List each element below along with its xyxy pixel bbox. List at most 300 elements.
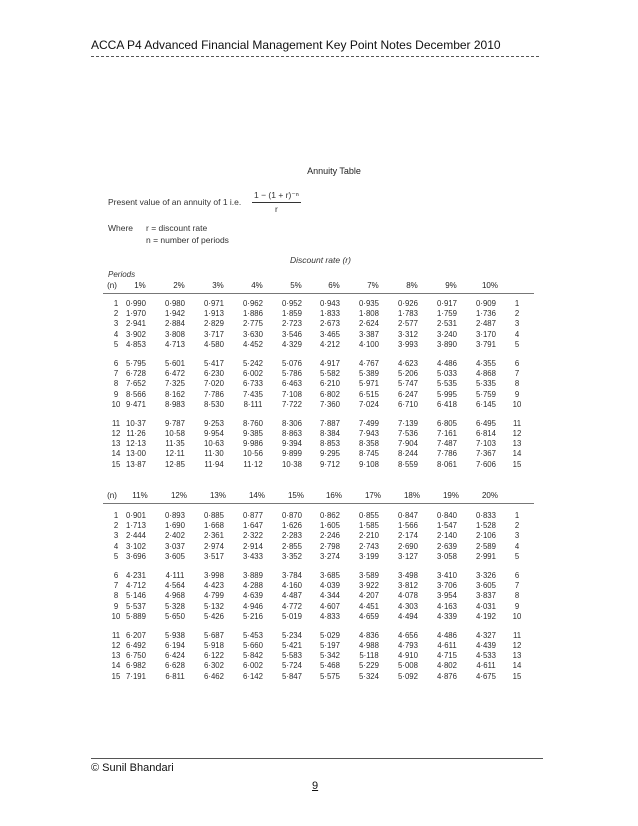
factor-cell: 11·30 bbox=[204, 449, 224, 459]
factor-cell: 3·717 bbox=[204, 329, 224, 339]
document-header: ACCA P4 Advanced Financial Management Key Point Notes December 2010 bbox=[91, 38, 501, 52]
factor-cell: 6·802 bbox=[320, 389, 340, 399]
factor-cell: 0·877 bbox=[243, 511, 263, 520]
factor-cell: 2·639 bbox=[437, 541, 457, 551]
factor-cell: 5·426 bbox=[204, 611, 224, 621]
factor-cell: 1·585 bbox=[359, 521, 379, 531]
period-cell: 5 bbox=[113, 551, 119, 561]
period-cell: 6 bbox=[113, 570, 119, 580]
factor-cell: 2·723 bbox=[282, 319, 302, 329]
factor-cell: 2·140 bbox=[437, 531, 457, 541]
where-label: Where bbox=[108, 223, 134, 233]
factor-cell: 3·784 bbox=[282, 570, 302, 580]
factor-cell: 5·092 bbox=[398, 671, 418, 681]
factor-cell: 4·078 bbox=[398, 591, 418, 601]
table-row bbox=[103, 330, 535, 340]
factor-cell: 4·793 bbox=[398, 641, 418, 651]
page-number: 9 bbox=[312, 780, 319, 792]
factor-cell: 7·024 bbox=[359, 399, 379, 409]
factor-cell: 3·127 bbox=[398, 551, 418, 561]
factor-cell: 8·853 bbox=[320, 439, 340, 449]
period-cell: 14 bbox=[512, 661, 522, 671]
period-cell: 7 bbox=[514, 581, 520, 591]
factor-cell: 3·998 bbox=[204, 570, 224, 580]
factor-cell: 7·786 bbox=[437, 449, 457, 459]
factor-cell: 13·00 bbox=[126, 449, 146, 459]
factor-cell: 4·876 bbox=[437, 671, 457, 681]
period-cell: 4 bbox=[113, 329, 119, 339]
factor-cell: 2·361 bbox=[204, 531, 224, 541]
factor-cell: 3·102 bbox=[126, 541, 146, 551]
factor-cell: 2·775 bbox=[243, 319, 263, 329]
factor-cell: 4·163 bbox=[437, 601, 457, 611]
period-cell: 13 bbox=[111, 651, 121, 661]
factor-cell: 4·868 bbox=[476, 369, 496, 379]
factor-cell: 13·87 bbox=[126, 459, 146, 469]
rate-header: 18% bbox=[403, 491, 420, 500]
n-header: (n) bbox=[107, 491, 117, 500]
factor-cell: 6·210 bbox=[320, 379, 340, 389]
factor-cell: 7·103 bbox=[476, 439, 496, 449]
factor-cell: 6·002 bbox=[243, 661, 263, 671]
factor-cell: 0·990 bbox=[126, 299, 146, 308]
table-row bbox=[103, 602, 535, 612]
factor-cell: 9·986 bbox=[243, 439, 263, 449]
table-row bbox=[103, 542, 535, 552]
factor-cell: 4·231 bbox=[126, 570, 146, 580]
table-row bbox=[103, 390, 535, 400]
factor-cell: 2·855 bbox=[282, 541, 302, 551]
factor-cell: 5·335 bbox=[476, 379, 496, 389]
factor-cell: 1·690 bbox=[165, 521, 185, 531]
table-row bbox=[103, 429, 535, 439]
factor-cell: 5·747 bbox=[398, 379, 418, 389]
factor-cell: 1·566 bbox=[398, 521, 418, 531]
factor-cell: 6·728 bbox=[126, 369, 146, 379]
period-cell: 11 bbox=[111, 630, 121, 640]
factor-cell: 5·535 bbox=[437, 379, 457, 389]
factor-cell: 7·652 bbox=[126, 379, 146, 389]
factor-cell: 2·690 bbox=[398, 541, 418, 551]
period-cell: 5 bbox=[514, 551, 520, 561]
factor-cell: 0·935 bbox=[359, 299, 379, 308]
factor-cell: 4·946 bbox=[243, 601, 263, 611]
factor-cell: 5·132 bbox=[204, 601, 224, 611]
period-cell: 2 bbox=[113, 521, 119, 531]
factor-cell: 8·244 bbox=[398, 449, 418, 459]
period-cell: 3 bbox=[113, 319, 119, 329]
table2-rule bbox=[103, 503, 534, 504]
factor-cell: 4·160 bbox=[282, 581, 302, 591]
period-cell: 6 bbox=[113, 358, 119, 368]
factor-cell: 4·713 bbox=[165, 339, 185, 349]
period-cell: 1 bbox=[113, 299, 119, 308]
factor-cell: 7·367 bbox=[476, 449, 496, 459]
factor-cell: 4·910 bbox=[398, 651, 418, 661]
factor-cell: 2·444 bbox=[126, 531, 146, 541]
factor-cell: 6·002 bbox=[243, 369, 263, 379]
factor-cell: 4·212 bbox=[320, 339, 340, 349]
factor-cell: 5·971 bbox=[359, 379, 379, 389]
factor-cell: 4·767 bbox=[359, 358, 379, 368]
table-row bbox=[103, 439, 535, 449]
factor-cell: 1·626 bbox=[282, 521, 302, 531]
table-row bbox=[103, 511, 535, 521]
factor-cell: 1·859 bbox=[282, 309, 302, 319]
factor-cell: 4·564 bbox=[165, 581, 185, 591]
period-cell: 12 bbox=[111, 641, 121, 651]
rate-header: 11% bbox=[132, 491, 148, 500]
factor-cell: 5·842 bbox=[243, 651, 263, 661]
table-row bbox=[103, 641, 535, 651]
factor-cell: 5·197 bbox=[320, 641, 340, 651]
factor-cell: 5·234 bbox=[282, 630, 302, 640]
period-cell: 4 bbox=[113, 541, 119, 551]
factor-cell: 4·611 bbox=[437, 641, 457, 651]
period-cell: 2 bbox=[514, 309, 520, 319]
period-cell: 3 bbox=[113, 531, 119, 541]
factor-cell: 8·745 bbox=[359, 449, 379, 459]
factor-cell: 2·624 bbox=[359, 319, 379, 329]
factor-cell: 5·342 bbox=[320, 651, 340, 661]
period-cell: 7 bbox=[514, 369, 520, 379]
where-n: n = number of periods bbox=[146, 235, 229, 245]
factor-cell: 7·139 bbox=[398, 418, 418, 428]
factor-cell: 1·913 bbox=[204, 309, 224, 319]
period-cell: 13 bbox=[512, 651, 522, 661]
factor-cell: 8·162 bbox=[165, 389, 185, 399]
factor-cell: 4·853 bbox=[126, 339, 146, 349]
period-cell: 2 bbox=[113, 309, 119, 319]
factor-cell: 4·486 bbox=[437, 630, 457, 640]
factor-cell: 4·656 bbox=[398, 630, 418, 640]
factor-cell: 4·988 bbox=[359, 641, 379, 651]
factor-cell: 4·833 bbox=[320, 611, 340, 621]
factor-cell: 3·837 bbox=[476, 591, 496, 601]
factor-cell: 9·899 bbox=[282, 449, 302, 459]
table-row bbox=[103, 552, 535, 562]
factor-cell: 5·206 bbox=[398, 369, 418, 379]
period-cell: 15 bbox=[512, 671, 522, 681]
period-cell: 8 bbox=[514, 379, 520, 389]
formula-numerator: 1 − (1 + r)⁻ⁿ bbox=[252, 190, 301, 203]
factor-cell: 3·312 bbox=[398, 329, 418, 339]
factor-cell: 5·242 bbox=[243, 358, 263, 368]
factor-cell: 2·210 bbox=[359, 531, 379, 541]
factor-cell: 0·833 bbox=[476, 511, 496, 520]
factor-cell: 8·559 bbox=[398, 459, 418, 469]
period-cell: 14 bbox=[111, 449, 121, 459]
factor-cell: 5·033 bbox=[437, 369, 457, 379]
table-row bbox=[103, 359, 535, 369]
factor-cell: 2·106 bbox=[476, 531, 496, 541]
n-header: (n) bbox=[107, 281, 117, 290]
factor-cell: 5·389 bbox=[359, 369, 379, 379]
factor-cell: 7·191 bbox=[126, 671, 146, 681]
factor-cell: 4·452 bbox=[243, 339, 263, 349]
factor-cell: 5·019 bbox=[282, 611, 302, 621]
factor-cell: 0·901 bbox=[126, 511, 146, 520]
annuity-table-2 bbox=[103, 511, 535, 682]
rate-header: 14% bbox=[248, 491, 265, 500]
table-row bbox=[103, 369, 535, 379]
factor-cell: 2·577 bbox=[398, 319, 418, 329]
table-row bbox=[103, 419, 535, 429]
factor-cell: 4·836 bbox=[359, 630, 379, 640]
factor-cell: 4·339 bbox=[437, 611, 457, 621]
factor-cell: 5·795 bbox=[126, 358, 146, 368]
factor-cell: 1·647 bbox=[243, 521, 263, 531]
factor-cell: 9·471 bbox=[126, 399, 146, 409]
factor-cell: 3·199 bbox=[359, 551, 379, 561]
pv-description: Present value of an annuity of 1 i.e. bbox=[108, 197, 242, 207]
factor-cell: 5·583 bbox=[282, 651, 302, 661]
period-cell: 14 bbox=[512, 449, 522, 459]
factor-cell: 3·812 bbox=[398, 581, 418, 591]
rate-header: 1% bbox=[134, 281, 146, 290]
factor-cell: 3·274 bbox=[320, 551, 340, 561]
period-cell: 12 bbox=[111, 429, 121, 439]
factor-cell: 7·435 bbox=[243, 389, 263, 399]
rate-header: 4% bbox=[251, 281, 263, 290]
period-cell: 2 bbox=[514, 521, 520, 531]
factor-cell: 5·786 bbox=[282, 369, 302, 379]
factor-cell: 4·968 bbox=[165, 591, 185, 601]
factor-cell: 6·814 bbox=[476, 429, 496, 439]
factor-cell: 3·465 bbox=[320, 329, 340, 339]
factor-cell: 6·302 bbox=[204, 661, 224, 671]
factor-cell: 7·536 bbox=[398, 429, 418, 439]
period-cell: 3 bbox=[514, 319, 520, 329]
factor-cell: 5·076 bbox=[282, 358, 302, 368]
factor-cell: 2·322 bbox=[243, 531, 263, 541]
factor-cell: 4·494 bbox=[398, 611, 418, 621]
factor-cell: 3·685 bbox=[320, 570, 340, 580]
table-row bbox=[103, 651, 535, 661]
rate-header: 17% bbox=[364, 491, 381, 500]
where-block bbox=[108, 223, 229, 247]
rate-header: 13% bbox=[209, 491, 226, 500]
table-title: Annuity Table bbox=[307, 166, 361, 176]
factor-cell: 8·111 bbox=[243, 399, 263, 409]
factor-cell: 1·736 bbox=[476, 309, 496, 319]
table-row bbox=[103, 400, 535, 410]
table-row bbox=[103, 460, 535, 470]
factor-cell: 3·808 bbox=[165, 329, 185, 339]
factor-cell: 6·733 bbox=[243, 379, 263, 389]
factor-cell: 5·417 bbox=[204, 358, 224, 368]
factor-cell: 5·324 bbox=[359, 671, 379, 681]
factor-cell: 7·360 bbox=[320, 399, 340, 409]
rate-header: 5% bbox=[290, 281, 302, 290]
factor-cell: 3·993 bbox=[398, 339, 418, 349]
rate-header: 9% bbox=[445, 281, 457, 290]
factor-cell: 6·515 bbox=[359, 389, 379, 399]
factor-cell: 4·580 bbox=[204, 339, 224, 349]
factor-cell: 7·786 bbox=[204, 389, 224, 399]
factor-cell: 4·327 bbox=[476, 630, 496, 640]
factor-cell: 2·941 bbox=[126, 319, 146, 329]
table1-rule bbox=[103, 293, 534, 294]
factor-cell: 0·917 bbox=[437, 299, 457, 308]
factor-cell: 3·240 bbox=[437, 329, 457, 339]
factor-cell: 1·547 bbox=[437, 521, 457, 531]
factor-cell: 1·886 bbox=[243, 309, 263, 319]
factor-cell: 6·628 bbox=[165, 661, 185, 671]
factor-cell: 4·192 bbox=[476, 611, 496, 621]
period-cell: 15 bbox=[111, 671, 121, 681]
factor-cell: 5·029 bbox=[320, 630, 340, 640]
factor-cell: 12·13 bbox=[126, 439, 146, 449]
factor-cell: 4·607 bbox=[320, 601, 340, 611]
factor-cell: 9·954 bbox=[204, 429, 224, 439]
factor-cell: 2·991 bbox=[476, 551, 496, 561]
factor-cell: 5·660 bbox=[243, 641, 263, 651]
factor-cell: 9·253 bbox=[204, 418, 224, 428]
factor-cell: 0·943 bbox=[320, 299, 340, 308]
factor-cell: 5·575 bbox=[320, 671, 340, 681]
discount-rate-label: Discount rate (r) bbox=[290, 255, 351, 265]
factor-cell: 5·687 bbox=[204, 630, 224, 640]
factor-cell: 10·38 bbox=[282, 459, 302, 469]
factor-cell: 5·453 bbox=[243, 630, 263, 640]
period-cell: 6 bbox=[514, 358, 520, 368]
factor-cell: 5·421 bbox=[282, 641, 302, 651]
factor-cell: 4·288 bbox=[243, 581, 263, 591]
period-cell: 8 bbox=[514, 591, 520, 601]
factor-cell: 9·108 bbox=[359, 459, 379, 469]
factor-cell: 11·12 bbox=[243, 459, 263, 469]
period-cell: 8 bbox=[113, 591, 119, 601]
period-cell: 11 bbox=[512, 418, 522, 428]
table-row bbox=[103, 319, 535, 329]
factor-cell: 4·486 bbox=[437, 358, 457, 368]
factor-cell: 5·889 bbox=[126, 611, 146, 621]
factor-cell: 2·798 bbox=[320, 541, 340, 551]
factor-cell: 9·394 bbox=[282, 439, 302, 449]
factor-cell: 4·799 bbox=[204, 591, 224, 601]
factor-cell: 5·918 bbox=[204, 641, 224, 651]
factor-cell: 2·174 bbox=[398, 531, 418, 541]
table-row bbox=[103, 521, 535, 531]
period-cell: 3 bbox=[514, 531, 520, 541]
factor-cell: 2·974 bbox=[204, 541, 224, 551]
factor-cell: 11·26 bbox=[126, 429, 146, 439]
factor-cell: 1·942 bbox=[165, 309, 185, 319]
table-row bbox=[103, 631, 535, 641]
factor-cell: 7·020 bbox=[204, 379, 224, 389]
period-cell: 13 bbox=[512, 439, 522, 449]
period-cell: 13 bbox=[111, 439, 121, 449]
factor-cell: 8·306 bbox=[282, 418, 302, 428]
period-cell: 9 bbox=[514, 389, 520, 399]
factor-cell: 6·811 bbox=[165, 671, 185, 681]
factor-cell: 3·791 bbox=[476, 339, 496, 349]
rate-header: 3% bbox=[212, 281, 224, 290]
factor-cell: 8·061 bbox=[437, 459, 457, 469]
factor-cell: 4·329 bbox=[282, 339, 302, 349]
factor-cell: 2·283 bbox=[282, 531, 302, 541]
factor-cell: 7·487 bbox=[437, 439, 457, 449]
factor-cell: 0·926 bbox=[398, 299, 418, 308]
factor-cell: 1·713 bbox=[126, 521, 146, 531]
factor-cell: 8·530 bbox=[204, 399, 224, 409]
factor-cell: 4·100 bbox=[359, 339, 379, 349]
factor-cell: 9·295 bbox=[320, 449, 340, 459]
period-cell: 9 bbox=[113, 601, 119, 611]
factor-cell: 8·983 bbox=[165, 399, 185, 409]
factor-cell: 3·037 bbox=[165, 541, 185, 551]
factor-cell: 6·207 bbox=[126, 630, 146, 640]
factor-cell: 6·418 bbox=[437, 399, 457, 409]
period-cell: 11 bbox=[111, 418, 121, 428]
factor-cell: 11·94 bbox=[204, 459, 224, 469]
period-cell: 11 bbox=[512, 630, 522, 640]
header-divider bbox=[91, 56, 539, 57]
factor-cell: 0·971 bbox=[204, 299, 224, 308]
table-row bbox=[103, 591, 535, 601]
factor-cell: 6·194 bbox=[165, 641, 185, 651]
factor-cell: 2·743 bbox=[359, 541, 379, 551]
factor-cell: 4·303 bbox=[398, 601, 418, 611]
factor-cell: 7·325 bbox=[165, 379, 185, 389]
table-row bbox=[103, 581, 535, 591]
period-cell: 8 bbox=[113, 379, 119, 389]
period-cell: 10 bbox=[512, 611, 522, 621]
table-row bbox=[103, 661, 535, 671]
factor-cell: 5·146 bbox=[126, 591, 146, 601]
factor-cell: 6·462 bbox=[204, 671, 224, 681]
factor-cell: 6·230 bbox=[204, 369, 224, 379]
factor-cell: 5·008 bbox=[398, 661, 418, 671]
factor-cell: 4·772 bbox=[282, 601, 302, 611]
footer-rule bbox=[91, 758, 543, 759]
factor-cell: 10·37 bbox=[126, 418, 146, 428]
factor-cell: 5·118 bbox=[359, 651, 379, 661]
period-cell: 7 bbox=[113, 369, 119, 379]
rate-header: 15% bbox=[287, 491, 304, 500]
factor-cell: 6·750 bbox=[126, 651, 146, 661]
period-cell: 7 bbox=[113, 581, 119, 591]
factor-cell: 1·605 bbox=[320, 521, 340, 531]
factor-cell: 3·326 bbox=[476, 570, 496, 580]
factor-cell: 4·439 bbox=[476, 641, 496, 651]
factor-cell: 4·715 bbox=[437, 651, 457, 661]
factor-cell: 2·246 bbox=[320, 531, 340, 541]
factor-cell: 0·847 bbox=[398, 511, 418, 520]
factor-cell: 4·917 bbox=[320, 358, 340, 368]
factor-cell: 4·207 bbox=[359, 591, 379, 601]
rate-header: 8% bbox=[406, 281, 418, 290]
factor-cell: 3·433 bbox=[243, 551, 263, 561]
rate-header: 16% bbox=[325, 491, 342, 500]
rate-header: 20% bbox=[481, 491, 498, 500]
factor-cell: 3·546 bbox=[282, 329, 302, 339]
factor-cell: 4·111 bbox=[165, 570, 185, 580]
factor-cell: 1·833 bbox=[320, 309, 340, 319]
factor-cell: 4·533 bbox=[476, 651, 496, 661]
table-row bbox=[103, 449, 535, 459]
factor-cell: 7·606 bbox=[476, 459, 496, 469]
factor-cell: 3·589 bbox=[359, 570, 379, 580]
factor-cell: 4·344 bbox=[320, 591, 340, 601]
factor-cell: 7·108 bbox=[282, 389, 302, 399]
factor-cell: 3·605 bbox=[476, 581, 496, 591]
period-cell: 1 bbox=[514, 511, 520, 520]
factor-cell: 8·358 bbox=[359, 439, 379, 449]
factor-cell: 2·487 bbox=[476, 319, 496, 329]
factor-cell: 6·142 bbox=[243, 671, 263, 681]
